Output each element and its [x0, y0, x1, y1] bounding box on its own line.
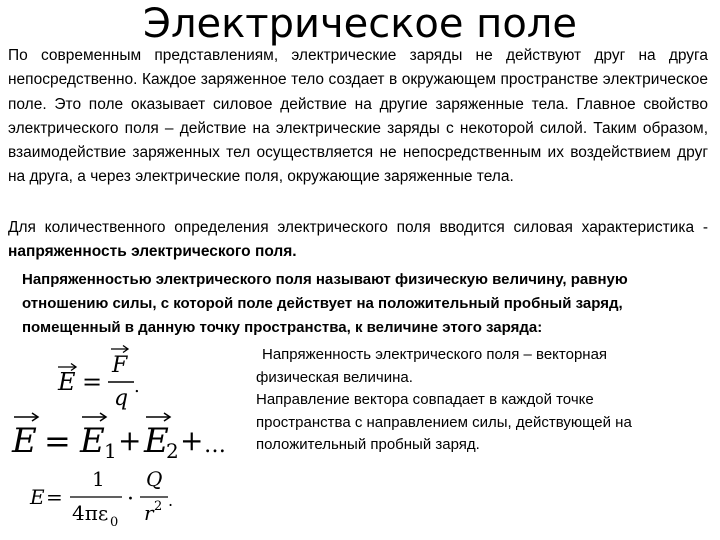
vector-description-line: пространства с направлением силы, действующей на	[256, 413, 632, 431]
formula2-lhs: E	[12, 421, 37, 461]
field-strength-term: напряженность электрического поля.	[8, 243, 297, 261]
formula-superposition	[11, 413, 226, 463]
formula3-dot: .	[168, 491, 174, 510]
formulas	[0, 340, 250, 540]
formula3-denominator2: r	[144, 501, 154, 525]
formula2-sub1: 1	[104, 439, 117, 463]
vector-description-line: положительный пробный заряд.	[256, 436, 480, 453]
formula2-ellipsis: …	[204, 433, 226, 458]
vector-arrow-icon	[146, 413, 170, 421]
definition-block: Напряженностью электрического поля называют физическую величину, равную отношению силы, с которой поле действует на положительный пробный заряд, помещенный в данную точку пространства, к величине этого заряда:	[22, 271, 628, 336]
formula3-equals: =	[46, 485, 63, 509]
formula-coulomb-field	[29, 467, 173, 530]
vector-arrow-icon	[14, 413, 38, 421]
formula3-denominator1-sub: 0	[110, 515, 119, 530]
formula1-numerator: F	[112, 353, 128, 378]
formula2-term2: E	[144, 421, 169, 461]
formula2-term1: E	[80, 421, 105, 461]
vector-description	[256, 344, 696, 457]
formula1-lhs: E	[58, 368, 76, 396]
quantity-paragraph-text: Для количественного определения электрического поля вводится силовая характеристика -	[8, 219, 708, 236]
vector-description-line: физическая величина.	[256, 368, 413, 386]
vector-arrow-icon	[111, 346, 128, 353]
formula3-multiply: ·	[127, 487, 134, 512]
formula2-plus: +	[180, 424, 204, 457]
quantity-paragraph	[8, 216, 708, 265]
formula1-equals: =	[82, 368, 103, 396]
formula3-numerator2: Q	[146, 467, 163, 491]
formula3-lhs: E	[30, 485, 45, 509]
formula1-denominator: q	[114, 386, 129, 411]
vector-description-line: Направление вектора совпадает в каждой точке	[256, 391, 594, 408]
formula3-denominator1: 4πε	[72, 501, 109, 525]
intro-paragraph: По современным представлениям, электрические заряды не действуют друг на друга непосредственно. Каждое заряженное тело создает в окружающем пространстве электрическое поле. Это поле оказывает силовое действие на другие заряженные тела. Главное свойство электрического поля – действие на электрические заряды с некоторой силой. Таким образом, взаимодействие заряженных тел осуществляется не непосредственным их воздействием друг на друга, а через электрические поля, окружающие заряженные тела.	[8, 47, 708, 186]
formula2-plus: +	[118, 424, 142, 457]
formula3-denominator2-sup: 2	[154, 499, 163, 514]
page-title: Электрическое поле	[143, 1, 577, 47]
formula2-sub2: 2	[166, 439, 179, 463]
formula-field-definition	[57, 346, 140, 412]
vector-arrow-icon	[82, 413, 106, 421]
formula2-equals: =	[44, 422, 71, 460]
formula1-dot: .	[134, 376, 140, 397]
vector-description-line: Напряженность электрического поля – векторная	[262, 346, 608, 363]
formula3-numerator1: 1	[92, 467, 105, 491]
